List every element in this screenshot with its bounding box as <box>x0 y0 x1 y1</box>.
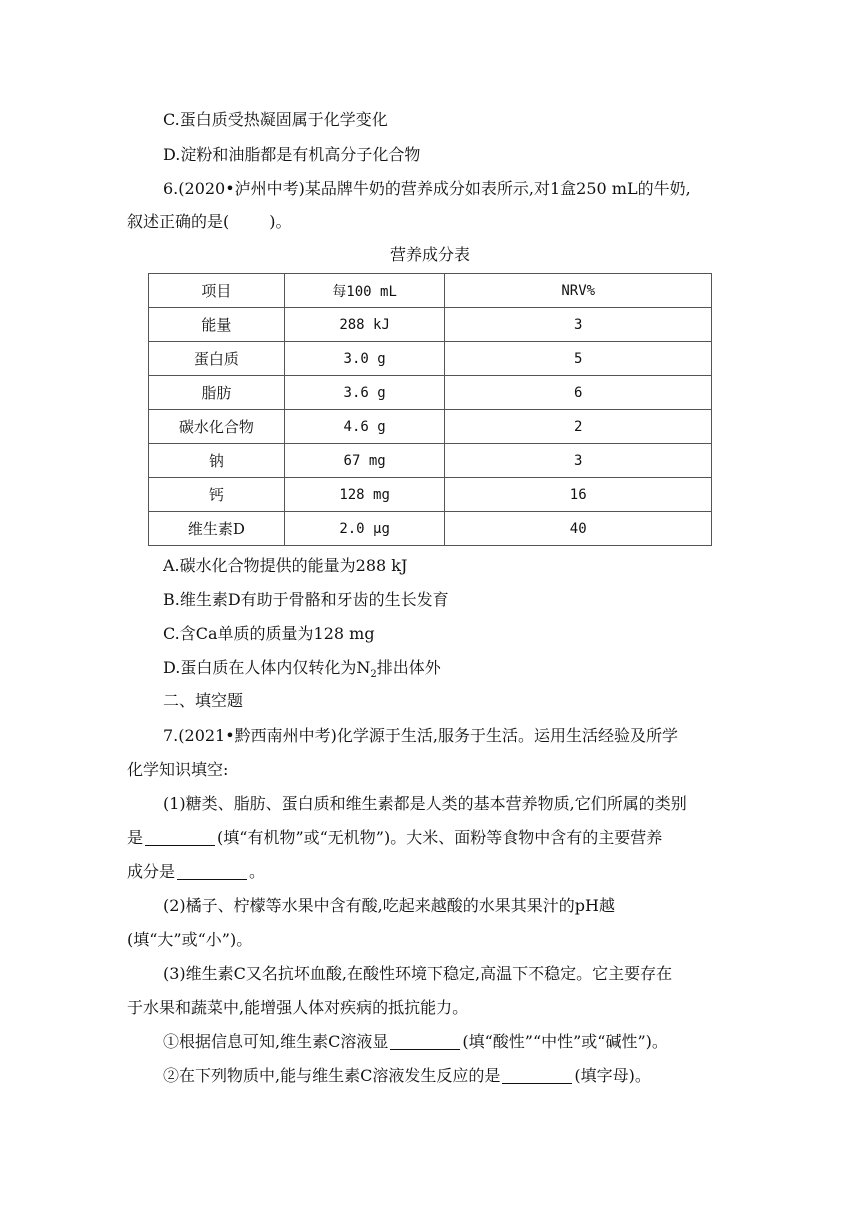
cell-nrv: 2 <box>445 410 712 444</box>
cell-item: 能量 <box>149 308 285 342</box>
q7-part2: (2)橘子、柠檬等水果中含有酸,吃起来越酸的水果其果汁的pH越 <box>163 896 615 915</box>
cell-amount: 67 mg <box>284 444 445 478</box>
section-title: 二、填空题 <box>163 691 244 710</box>
option-d-prev: D.淀粉和油脂都是有机高分子化合物 <box>163 145 421 164</box>
q7-sub2 <box>163 1065 651 1087</box>
cell-nrv: 40 <box>445 512 712 546</box>
stem-text-end: )。 <box>269 212 292 231</box>
option-c-prev: C.蛋白质受热凝固属于化学变化 <box>163 110 388 129</box>
text: 。 <box>249 862 266 881</box>
q7-part1-cont <box>127 827 662 849</box>
answer-blank[interactable] <box>177 863 247 880</box>
table-row <box>149 478 712 512</box>
option-b: B.维生素D有助于骨骼和牙齿的生长发育 <box>163 590 449 609</box>
q7-part1: (1)糖类、脂肪、蛋白质和维生素都是人类的基本营养物质,它们所属的类别 <box>163 794 687 813</box>
table-row <box>149 376 712 410</box>
option-c: C.含Ca单质的质量为128 mg <box>163 624 375 643</box>
cell-amount: 3.0 g <box>284 342 445 376</box>
text: 成分是 <box>127 862 176 881</box>
cell-amount: 3.6 g <box>284 376 445 410</box>
nutrition-table <box>148 273 712 546</box>
cell-item: 脂肪 <box>149 376 285 410</box>
cell-nrv: 3 <box>445 444 712 478</box>
table-row <box>149 342 712 376</box>
answer-blank[interactable] <box>502 1067 572 1084</box>
stem-text: 叙述正确的是( <box>127 212 230 231</box>
cell-nrv: 5 <box>445 342 712 376</box>
text: ①根据信息可知,维生素C溶液显 <box>163 1032 389 1051</box>
cell-amount: 128 mg <box>284 478 445 512</box>
question-7-stem-cont: 化学知识填空: <box>127 760 229 779</box>
text: (填“酸性”“中性”或“碱性”)。 <box>462 1032 668 1051</box>
q7-part3: (3)维生素C又名抗坏血酸,在酸性环境下稳定,高温下不稳定。它主要存在 <box>163 964 673 983</box>
q7-part2-cont: (填“大”或“小”)。 <box>127 930 253 949</box>
cell-item: 维生素D <box>149 512 285 546</box>
answer-blank[interactable] <box>145 829 215 846</box>
header-nrv: NRV% <box>445 274 712 308</box>
header-per-100ml: 每100 mL <box>284 274 445 308</box>
text: (填字母)。 <box>574 1066 651 1085</box>
option-a: A.碳水化合物提供的能量为288 kJ <box>163 556 408 575</box>
cell-nrv: 3 <box>445 308 712 342</box>
q7-part1-cont2 <box>127 861 265 883</box>
table-row <box>149 444 712 478</box>
cell-item: 蛋白质 <box>149 342 285 376</box>
table-header-row <box>149 274 712 308</box>
table-row <box>149 512 712 546</box>
option-d <box>163 657 441 686</box>
question-6-stem-cont <box>127 211 292 233</box>
cell-nrv: 16 <box>445 478 712 512</box>
option-d-text-end: 排出体外 <box>376 658 441 677</box>
cell-item: 钙 <box>149 478 285 512</box>
cell-amount: 2.0 μg <box>284 512 445 546</box>
question-6-stem: 6.(2020•泸州中考)某品牌牛奶的营养成分如表所示,对1盒250 mL的牛奶, <box>163 179 691 198</box>
table-row <box>149 410 712 444</box>
header-item: 项目 <box>149 274 285 308</box>
answer-blank[interactable] <box>390 1033 460 1050</box>
text: ②在下列物质中,能与维生素C溶液发生反应的是 <box>163 1066 501 1085</box>
subscript: 2 <box>370 669 377 681</box>
q7-part3-cont: 于水果和蔬菜中,能增强人体对疾病的抵抗能力。 <box>127 998 469 1017</box>
cell-nrv: 6 <box>445 376 712 410</box>
table-row <box>149 308 712 342</box>
cell-amount: 288 kJ <box>284 308 445 342</box>
cell-amount: 4.6 g <box>284 410 445 444</box>
table-caption: 营养成分表 <box>389 245 470 264</box>
text: (填“有机物”或“无机物”)。大米、面粉等食物中含有的主要营养 <box>217 828 663 847</box>
text: 是 <box>127 828 144 847</box>
option-d-text: D.蛋白质在人体内仅转化为N <box>163 658 371 677</box>
question-7-stem: 7.(2021•黔西南州中考)化学源于生活,服务于生活。运用生活经验及所学 <box>163 726 678 745</box>
cell-item: 钠 <box>149 444 285 478</box>
q7-sub1 <box>163 1031 668 1053</box>
cell-item: 碳水化合物 <box>149 410 285 444</box>
